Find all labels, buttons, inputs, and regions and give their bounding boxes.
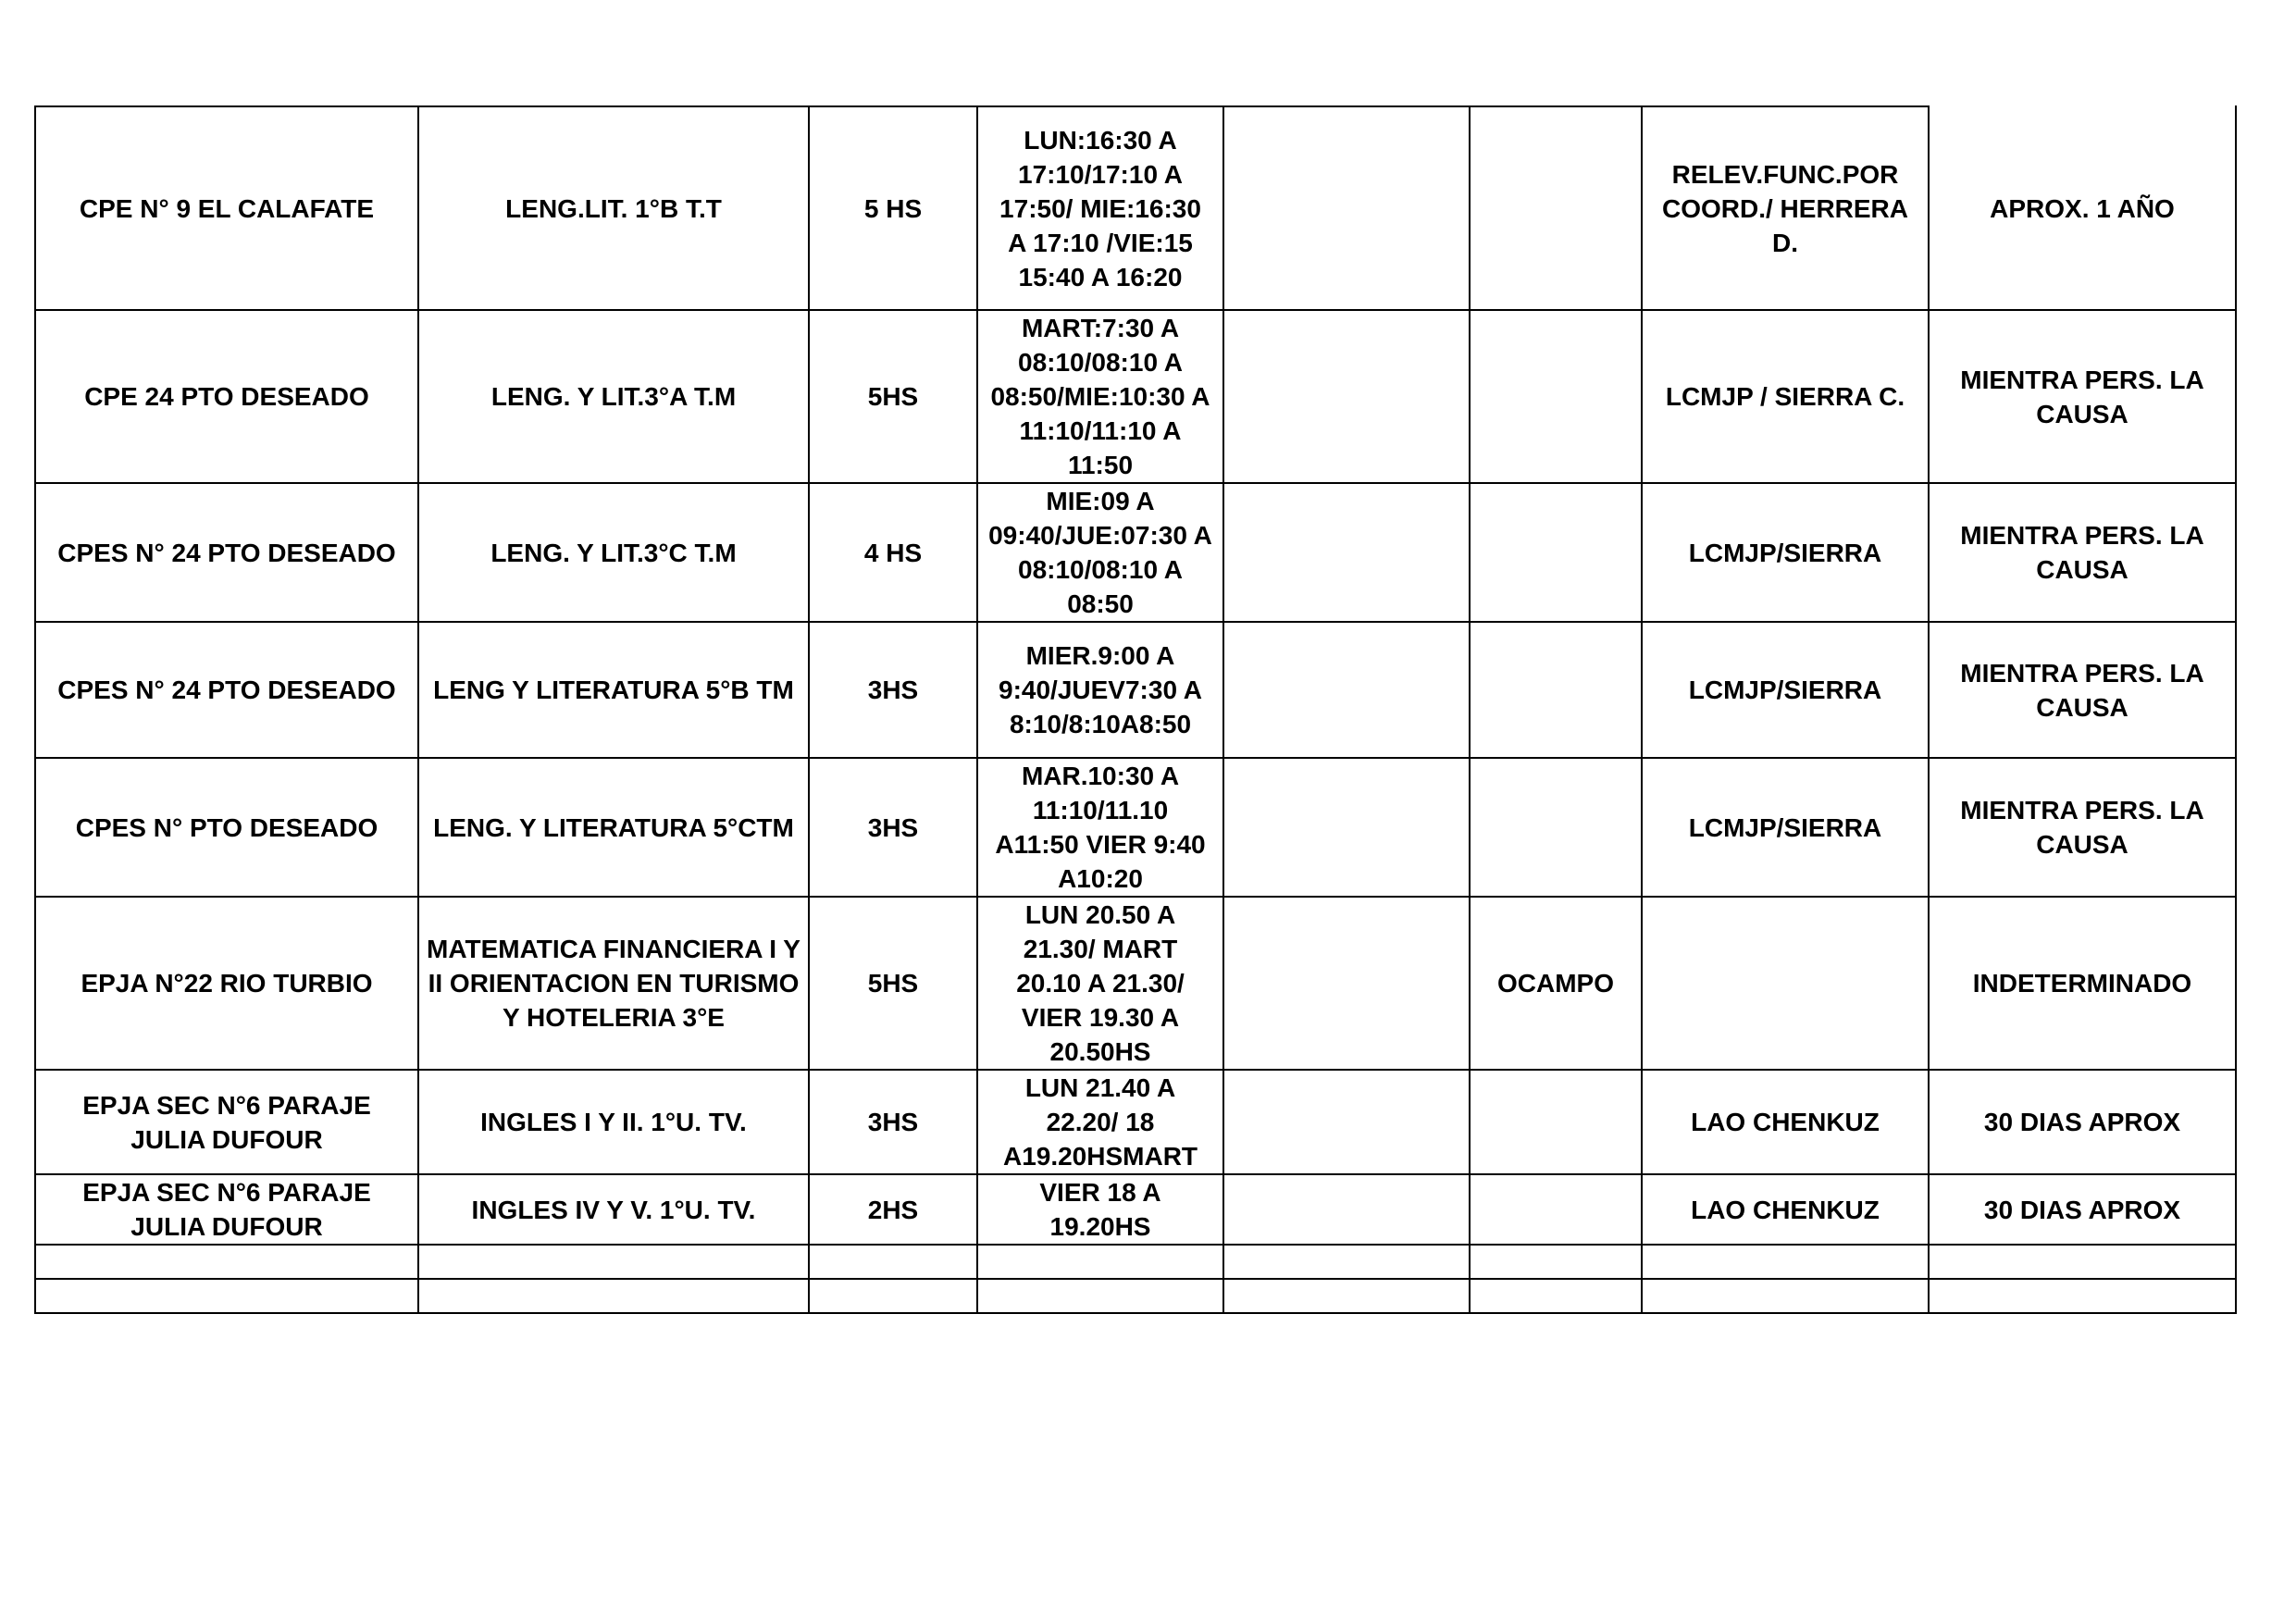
duration-cell: MIENTRA PERS. LA CAUSA bbox=[1929, 622, 2236, 758]
name-cell bbox=[1470, 1279, 1642, 1313]
school-cell bbox=[35, 1279, 418, 1313]
subject-cell: MATEMATICA FINANCIERA I Y II ORIENTACION EN TURISMO Y HOTELERIA 3°E bbox=[418, 897, 809, 1070]
hours-cell: 5HS bbox=[809, 310, 977, 483]
hours-cell: 3HS bbox=[809, 622, 977, 758]
reason-cell: LCMJP/SIERRA bbox=[1642, 758, 1929, 897]
table-row bbox=[35, 483, 2236, 622]
name-cell bbox=[1470, 1245, 1642, 1279]
subject-cell: LENG. Y LIT.3°C T.M bbox=[418, 483, 809, 622]
empty-cell bbox=[1223, 310, 1470, 483]
reason-cell bbox=[1642, 897, 1929, 1070]
empty-cell bbox=[1223, 622, 1470, 758]
table-row bbox=[35, 758, 2236, 897]
school-cell: EPJA N°22 RIO TURBIO bbox=[35, 897, 418, 1070]
empty-cell bbox=[1223, 106, 1470, 310]
empty-cell bbox=[1223, 897, 1470, 1070]
name-cell bbox=[1470, 106, 1642, 310]
hours-cell bbox=[809, 1279, 977, 1313]
duration-cell bbox=[1929, 1279, 2236, 1313]
hours-cell: 3HS bbox=[809, 758, 977, 897]
school-cell: CPE 24 PTO DESEADO bbox=[35, 310, 418, 483]
name-cell bbox=[1470, 483, 1642, 622]
school-cell: EPJA SEC N°6 PARAJE JULIA DUFOUR bbox=[35, 1070, 418, 1174]
name-cell bbox=[1470, 1174, 1642, 1245]
subject-cell bbox=[418, 1279, 809, 1313]
vacancy-table bbox=[34, 105, 2237, 1314]
reason-cell: LCMJP/SIERRA bbox=[1642, 622, 1929, 758]
duration-cell: MIENTRA PERS. LA CAUSA bbox=[1929, 483, 2236, 622]
subject-cell: LENG. Y LITERATURA 5°CTM bbox=[418, 758, 809, 897]
duration-cell: INDETERMINADO bbox=[1929, 897, 2236, 1070]
hours-cell: 4 HS bbox=[809, 483, 977, 622]
empty-cell bbox=[1223, 1070, 1470, 1174]
name-cell bbox=[1470, 310, 1642, 483]
reason-cell bbox=[1642, 1245, 1929, 1279]
hours-cell bbox=[809, 1245, 977, 1279]
duration-cell: MIENTRA PERS. LA CAUSA bbox=[1929, 310, 2236, 483]
reason-cell: LCMJP/SIERRA bbox=[1642, 483, 1929, 622]
schedule-cell bbox=[977, 1245, 1223, 1279]
schedule-cell: MART:7:30 A 08:10/08:10 A 08:50/MIE:10:30 A 11:10/11:10 A 11:50 bbox=[977, 310, 1223, 483]
table-row bbox=[35, 1279, 2236, 1313]
subject-cell: LENG Y LITERATURA 5°B TM bbox=[418, 622, 809, 758]
empty-cell bbox=[1223, 483, 1470, 622]
school-cell: EPJA SEC N°6 PARAJE JULIA DUFOUR bbox=[35, 1174, 418, 1245]
reason-cell: LAO CHENKUZ bbox=[1642, 1174, 1929, 1245]
name-cell: OCAMPO bbox=[1470, 897, 1642, 1070]
duration-cell: APROX. 1 AÑO bbox=[1929, 106, 2236, 310]
table-row bbox=[35, 622, 2236, 758]
empty-cell bbox=[1223, 1174, 1470, 1245]
schedule-cell: MAR.10:30 A 11:10/11.10 A11:50 VIER 9:40 A10:20 bbox=[977, 758, 1223, 897]
reason-cell: RELEV.FUNC.POR COORD./ HERRERA D. bbox=[1642, 106, 1929, 310]
school-cell: CPES N° 24 PTO DESEADO bbox=[35, 622, 418, 758]
schedule-cell: LUN 21.40 A 22.20/ 18 A19.20HSMART bbox=[977, 1070, 1223, 1174]
school-cell: CPES N° 24 PTO DESEADO bbox=[35, 483, 418, 622]
schedule-cell: LUN 20.50 A 21.30/ MART 20.10 A 21.30/ VIER 19.30 A 20.50HS bbox=[977, 897, 1223, 1070]
reason-cell bbox=[1642, 1279, 1929, 1313]
schedule-cell bbox=[977, 1279, 1223, 1313]
hours-cell: 5 HS bbox=[809, 106, 977, 310]
hours-cell: 3HS bbox=[809, 1070, 977, 1174]
duration-cell bbox=[1929, 1245, 2236, 1279]
school-cell bbox=[35, 1245, 418, 1279]
duration-cell: MIENTRA PERS. LA CAUSA bbox=[1929, 758, 2236, 897]
name-cell bbox=[1470, 758, 1642, 897]
hours-cell: 5HS bbox=[809, 897, 977, 1070]
reason-cell: LAO CHENKUZ bbox=[1642, 1070, 1929, 1174]
empty-cell bbox=[1223, 1245, 1470, 1279]
table-row bbox=[35, 106, 2236, 310]
table-row bbox=[35, 1070, 2236, 1174]
duration-cell: 30 DIAS APROX bbox=[1929, 1174, 2236, 1245]
subject-cell: LENG.LIT. 1°B T.T bbox=[418, 106, 809, 310]
table-row bbox=[35, 1174, 2236, 1245]
schedule-cell: MIE:09 A 09:40/JUE:07:30 A 08:10/08:10 A 08:50 bbox=[977, 483, 1223, 622]
school-cell: CPE N° 9 EL CALAFATE bbox=[35, 106, 418, 310]
subject-cell bbox=[418, 1245, 809, 1279]
table-row bbox=[35, 310, 2236, 483]
table-row bbox=[35, 1245, 2236, 1279]
subject-cell: INGLES IV Y V. 1°U. TV. bbox=[418, 1174, 809, 1245]
hours-cell: 2HS bbox=[809, 1174, 977, 1245]
subject-cell: INGLES I Y II. 1°U. TV. bbox=[418, 1070, 809, 1174]
school-cell: CPES N° PTO DESEADO bbox=[35, 758, 418, 897]
reason-cell: LCMJP / SIERRA C. bbox=[1642, 310, 1929, 483]
name-cell bbox=[1470, 1070, 1642, 1174]
table-row bbox=[35, 897, 2236, 1070]
duration-cell: 30 DIAS APROX bbox=[1929, 1070, 2236, 1174]
schedule-cell: MIER.9:00 A 9:40/JUEV7:30 A 8:10/8:10A8:50 bbox=[977, 622, 1223, 758]
schedule-cell: VIER 18 A 19.20HS bbox=[977, 1174, 1223, 1245]
schedule-cell: LUN:16:30 A 17:10/17:10 A 17:50/ MIE:16:30 A 17:10 /VIE:15 15:40 A 16:20 bbox=[977, 106, 1223, 310]
empty-cell bbox=[1223, 1279, 1470, 1313]
empty-cell bbox=[1223, 758, 1470, 897]
name-cell bbox=[1470, 622, 1642, 758]
subject-cell: LENG. Y LIT.3°A T.M bbox=[418, 310, 809, 483]
